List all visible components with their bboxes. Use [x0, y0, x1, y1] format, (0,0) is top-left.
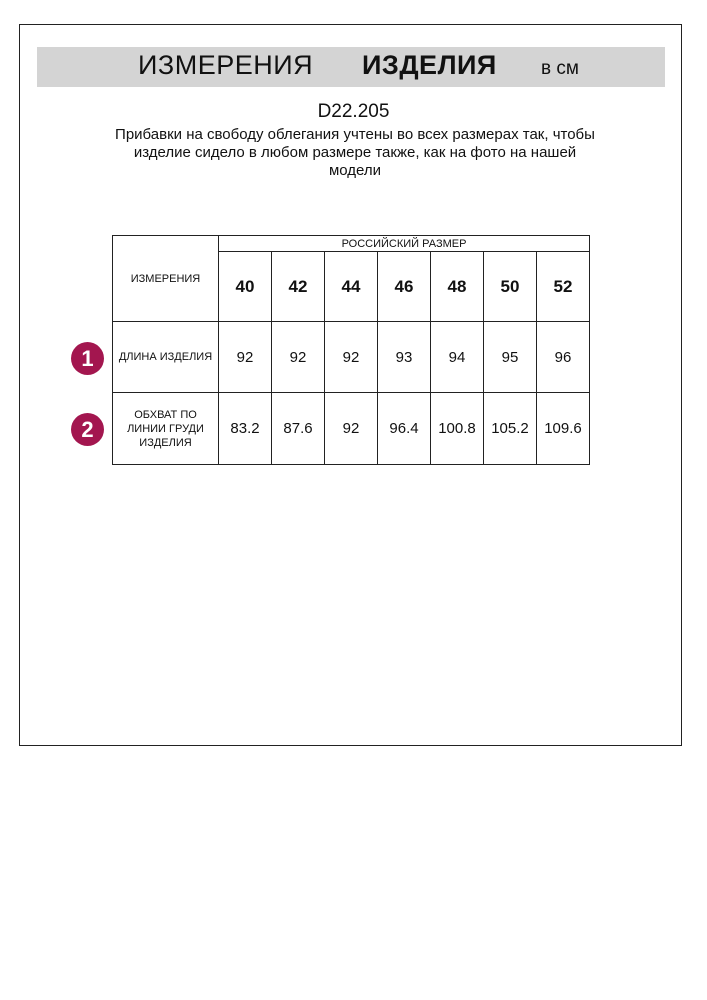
- fit-note: Прибавки на свободу облегания учтены во всех размерах так, чтобы изделие сидело в любом размере также, как на фото на нашей модели: [115, 126, 595, 179]
- value-cell: 92: [272, 322, 325, 393]
- size-header: 40: [219, 252, 272, 322]
- value-cell: 92: [219, 322, 272, 393]
- header-russian-size: РОССИЙСКИЙ РАЗМЕР: [219, 236, 590, 252]
- table-row: [113, 393, 590, 465]
- value-cell: 92: [325, 393, 378, 465]
- product-code: D22.205: [317, 101, 390, 122]
- value-cell: 96.4: [378, 393, 431, 465]
- value-cell: 100.8: [431, 393, 484, 465]
- value-cell: 83.2: [219, 393, 272, 465]
- value-cell: 94: [431, 322, 484, 393]
- title-garment: ИЗДЕЛИЯ: [362, 50, 497, 80]
- size-header: 46: [378, 252, 431, 322]
- size-header: 42: [272, 252, 325, 322]
- row-label-line: ЛИНИИ ГРУДИ: [127, 422, 204, 435]
- value-cell: 105.2: [484, 393, 537, 465]
- title-measurements: ИЗМЕРЕНИЯ: [138, 50, 314, 80]
- value-cell: 95: [484, 322, 537, 393]
- value-cell: 92: [325, 322, 378, 393]
- row-label-line: ОБХВАТ ПО: [134, 408, 197, 421]
- row-label-chest: [113, 393, 219, 465]
- size-table: [112, 235, 590, 465]
- row-label-length: ДЛИНА ИЗДЕЛИЯ: [113, 322, 219, 393]
- value-cell: 109.6: [537, 393, 590, 465]
- size-header: 48: [431, 252, 484, 322]
- value-cell: 93: [378, 322, 431, 393]
- size-header: 44: [325, 252, 378, 322]
- size-header: 50: [484, 252, 537, 322]
- table-row: [113, 322, 590, 393]
- value-cell: 87.6: [272, 393, 325, 465]
- value-cell: 96: [537, 322, 590, 393]
- header-measurements: ИЗМЕРЕНИЯ: [113, 236, 219, 322]
- title-unit: в см: [541, 58, 579, 79]
- row-number-badge: 1: [71, 342, 104, 375]
- row-number-badge: 2: [71, 413, 104, 446]
- size-header: 52: [537, 252, 590, 322]
- row-label-line: ИЗДЕЛИЯ: [139, 436, 192, 449]
